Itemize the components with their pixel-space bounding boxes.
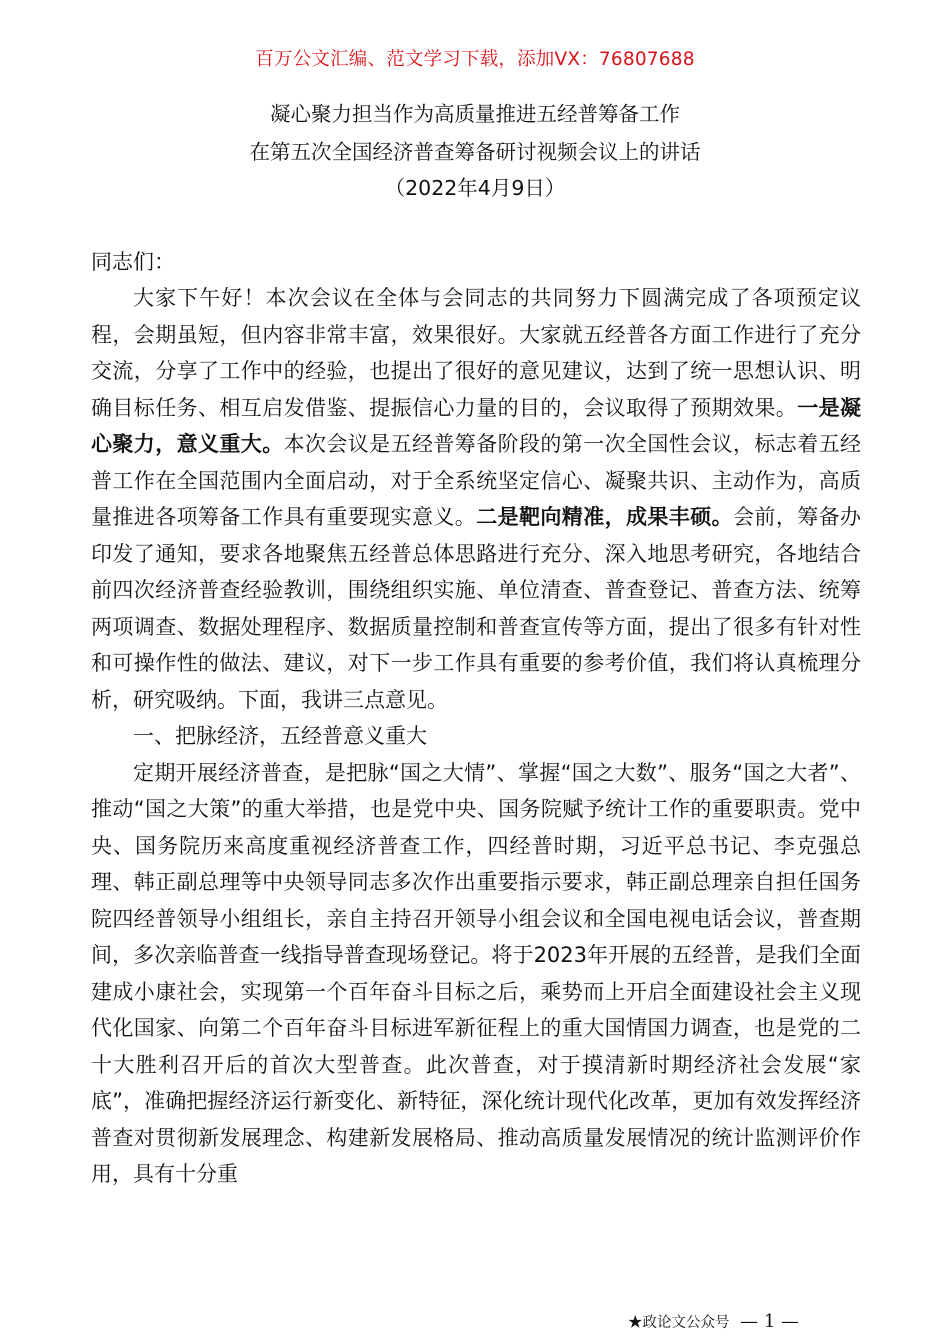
paragraph-2: 定期开展经济普查，是把脉“国之大情”、掌握“国之大数”、服务“国之大者”、推动“国之大策”的重大举措，也是党中央、国务院赋予统计工作的重要职责。党中央、国务院历来高度重视经济普查工作，四经普时期，习近平总书记、李克强总理、韩正副总理等中央领导同志多次作出重要指示要求，韩正副总理亲自担任国务院四经普领导小组组长，亲自主持召开领导小组会议和全国电视电话会议，普查期间，多次亲临普查一线指导普查现场登记。将于2023年开展的五经普，是我们全面建成小康社会，实现第一个百年奋斗目标之后，乘势而上开启全面建设社会主义现代化国家、向第二个百年奋斗目标进军新征程上的重大国情国力调查，也是党的二十大胜利召开后的首次大型普查。此次普查，对于摸清新时期经济社会发展“家底”，准确把握经济运行新变化、新特征，深化统计现代化改革，更加有效发挥经济普查对贯彻新发展理念、构建新发展格局、推动高质量发展情况的统计监测评价作用，具有十分重 xyxy=(91,760,861,1186)
section-heading-1: 一、把脉经济，五经普意义重大 xyxy=(133,724,427,748)
doc-subtitle: 在第五次全国经济普查筹备研讨视频会议上的讲话 xyxy=(249,140,701,164)
greeting: 同志们： xyxy=(91,250,175,274)
footer-source: ★政论文公众号 xyxy=(628,1315,730,1331)
doc-body xyxy=(91,280,861,1193)
doc-title: 凝心聚力担当作为高质量推进五经普筹备工作 xyxy=(270,102,680,126)
page-number: — 1 — xyxy=(740,1311,800,1332)
para1-bold-1: 一是凝心聚力，意义重大。 xyxy=(91,395,862,456)
doc-date: （2022年4月9日） xyxy=(384,176,566,200)
para1-text-1: 大家下午好！本次会议在全体与会同志的共同努力下圆满完成了各项预定议程，会期虽短，但内容非常丰富，效果很好。大家就五经普各方面工作进行了充分交流，分享了工作中的经验，也提出了很好的意见建议，达到了统一思想认识、明确目标任务、相互启发借鉴、提振信心力量的目的，会议取得了预期效果。 xyxy=(91,286,861,420)
page-footer xyxy=(628,1311,799,1332)
para1-bold-2: 二是靶向精准，成果丰硕。 xyxy=(476,505,734,529)
para1-text-2: 本次会议是五经普筹备阶段的第一次全国性会议，标志着五经普工作在全国范围内全面启动，对于全系统坚定信心、凝聚共识、主动作为，高质量推进各项筹备工作具有重要现实意义。 xyxy=(91,432,862,529)
watermark-banner: 百万公文汇编、范文学习下载，添加VX：76807688 xyxy=(255,49,695,70)
paragraph-1 xyxy=(91,280,861,718)
para1-text-3: 会前，筹备办印发了通知，要求各地聚焦五经普总体思路进行充分、深入地思考研究，各地结合前四次经济普查经验教训，围绕组织实施、单位清查、普查登记、普查方法、统筹两项调查、数据处理程序、数据质量控制和普查宣传等方面，提出了很多有针对性和可操作性的做法、建议，对下一步工作具有重要的参考价值，我们将认真梳理分析，研究吸纳。下面，我讲三点意见。 xyxy=(91,505,862,712)
